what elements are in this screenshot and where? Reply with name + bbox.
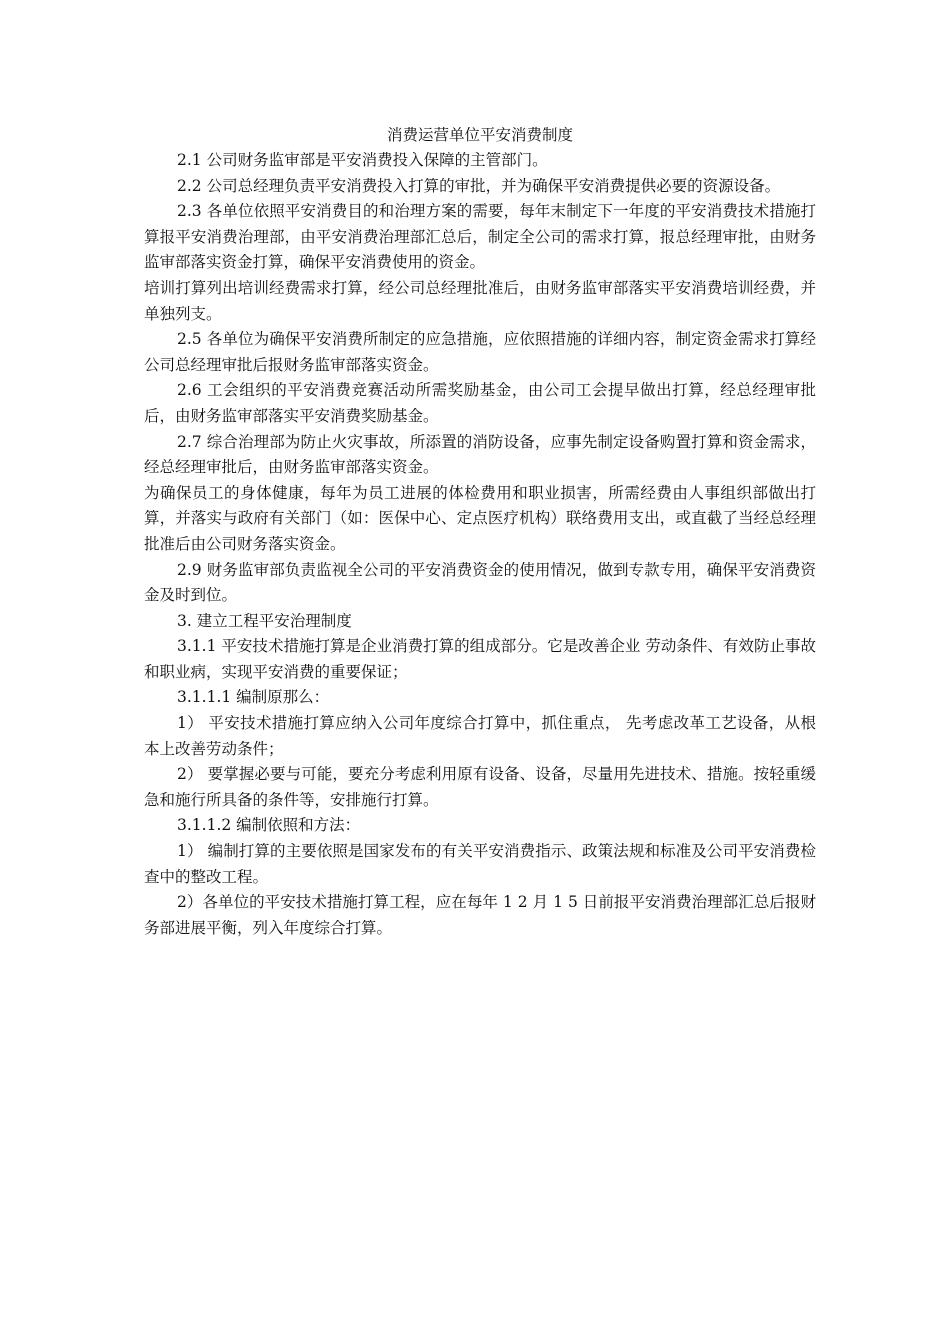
body-paragraph: 2.3 各单位依照平安消费目的和治理方案的需要，每年末制定下一年度的平安消费技术措施打算报平安消费治理部，由平安消费治理部汇总后，制定全公司的需求打算，报总经理审批，由财务监审部落实资金打算，确保平安消费使用的资金。 [144, 202, 816, 272]
document-page [144, 122, 816, 941]
body-paragraph: 2.6 工会组织的平安消费竞赛活动所需奖励基金，由公司工会提早做出打算，经总经理审批后，由财务监审部落实平安消费奖励基金。 [144, 381, 816, 425]
body-paragraph: 2.7 综合治理部为防止火灾事故，所添置的消防设备，应事先制定设备购置打算和资金需求，经总经理审批后，由财务监审部落实资金。 [144, 432, 816, 477]
document-body [144, 148, 816, 941]
body-paragraph: 3.1.1 平安技术措施打算是企业消费打算的组成部分。它是改善企业 劳动条件、有效防止事故和职业病，实现平安消费的重要保证； [144, 637, 816, 681]
body-paragraph: 3.1.1.2 编制依照和方法： [177, 816, 361, 835]
body-paragraph: 1） 平安技术措施打算应纳入公司年度综合打算中，抓住重点， 先考虑改革工艺设备，从根本上改善劳动条件； [144, 714, 816, 758]
body-paragraph: 3.1.1.1 编制原那么： [177, 688, 330, 707]
body-paragraph: 2.2 公司总经理负责平安消费投入打算的审批，并为确保平安消费提供必要的资源设备。 [177, 176, 781, 195]
body-paragraph: 3. 建立工程平安治理制度 [177, 611, 352, 630]
body-paragraph: 2）各单位的平安技术措施打算工程，应在每年 1 2 月 1 5 日前报平安消费治理部汇总后报财务部进展平衡，列入年度综合打算。 [144, 893, 816, 937]
body-paragraph: 1） 编制打算的主要依照是国家发布的有关平安消费指示、政策法规和标准及公司平安消费检查中的整改工程。 [144, 842, 816, 886]
body-paragraph: 培训打算列出培训经费需求打算，经公司总经理批准后，由财务监审部落实平安消费培训经费，并单独列支。 [144, 278, 816, 323]
body-paragraph: 2） 要掌握必要与可能，要充分考虑利用原有设备、设备，尽量用先进技术、措施。按轻重缓急和施行所具备的条件等，安排施行打算。 [144, 765, 816, 809]
body-paragraph: 为确保员工的身体健康，每年为员工进展的体检费用和职业损害，所需经费由人事组织部做出打算，并落实与政府有关部门（如：医保中心、定点医疗机构）联络费用支出，或直截了当经总经理批准后由公司财务落实资金。 [144, 483, 816, 553]
document-title: 消费运营单位平安消费制度 [386, 126, 573, 144]
body-paragraph: 2.5 各单位为确保平安消费所制定的应急措施，应依照措施的详细内容，制定资金需求打算经公司总经理审批后报财务监审部落实资金。 [144, 330, 816, 374]
body-paragraph: 2.1 公司财务监审部是平安消费投入保障的主管部门。 [177, 151, 548, 169]
body-paragraph: 2.9 财务监审部负责监视全公司的平安消费资金的使用情况，做到专款专用，确保平安消费资金及时到位。 [144, 560, 816, 605]
